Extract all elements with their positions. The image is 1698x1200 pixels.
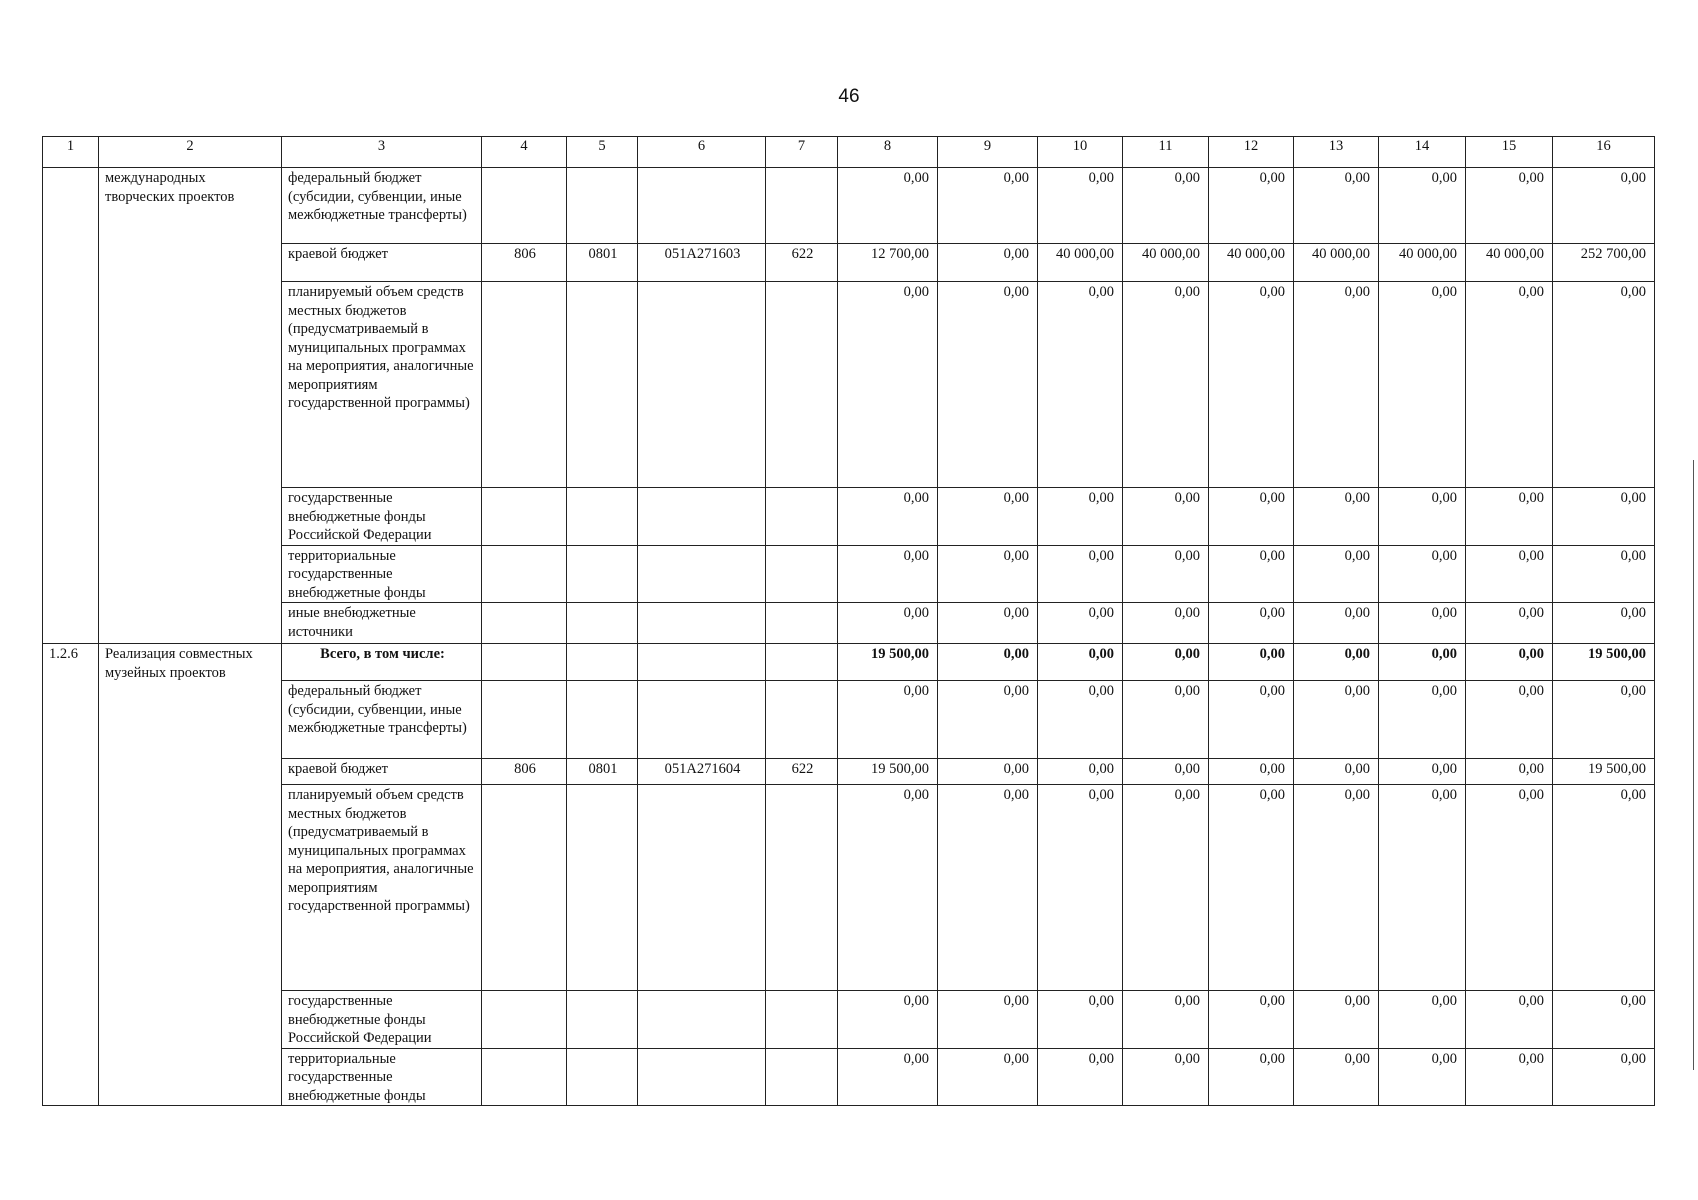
- total-amount-cell: 19 500,00: [838, 644, 938, 681]
- code-cell: [638, 488, 766, 546]
- amount-cell: 0,00: [838, 488, 938, 546]
- amount-cell: 0,00: [1209, 1048, 1294, 1106]
- amount-cell: 0,00: [1209, 785, 1294, 991]
- amount-cell: 0,00: [938, 603, 1038, 644]
- amount-cell: 0,00: [1123, 759, 1209, 785]
- amount-cell: 40 000,00: [1209, 244, 1294, 282]
- amount-cell: 0,00: [1379, 681, 1466, 759]
- amount-cell: 0,00: [1209, 603, 1294, 644]
- column-header: 2: [99, 137, 282, 168]
- funding-source-cell: территориальные государственные внебюджетные фонды: [282, 1048, 482, 1106]
- code-cell: [482, 1048, 567, 1106]
- amount-cell: 0,00: [1466, 282, 1553, 488]
- code-cell: [482, 545, 567, 603]
- table-row: [43, 545, 1655, 603]
- funding-source-cell: государственные внебюджетные фонды Российской Федерации: [282, 991, 482, 1049]
- amount-cell: 0,00: [838, 282, 938, 488]
- code-cell: [638, 681, 766, 759]
- amount-cell: 0,00: [838, 545, 938, 603]
- amount-cell: 0,00: [1038, 785, 1123, 991]
- amount-cell: 0,00: [1038, 168, 1123, 244]
- amount-cell: 0,00: [1038, 488, 1123, 546]
- amount-cell: 0,00: [1379, 759, 1466, 785]
- funding-source-cell: территориальные государственные внебюджетные фонды: [282, 545, 482, 603]
- column-header: 5: [567, 137, 638, 168]
- amount-cell: 0,00: [1466, 603, 1553, 644]
- code-cell: [482, 681, 567, 759]
- amount-cell: 0,00: [938, 991, 1038, 1049]
- amount-cell: 0,00: [1294, 759, 1379, 785]
- amount-cell: 0,00: [1294, 603, 1379, 644]
- table-row: [43, 244, 1655, 282]
- amount-cell: 0,00: [1379, 1048, 1466, 1106]
- amount-cell: 0,00: [1038, 545, 1123, 603]
- code-cell: [766, 545, 838, 603]
- table-row: [43, 282, 1655, 488]
- code-cell: [567, 681, 638, 759]
- code-cell: [638, 282, 766, 488]
- amount-cell: 0,00: [1209, 991, 1294, 1049]
- column-header: 15: [1466, 137, 1553, 168]
- table-row: [43, 681, 1655, 759]
- code-cell: [766, 785, 838, 991]
- column-header: 7: [766, 137, 838, 168]
- funding-source-cell: краевой бюджет: [282, 759, 482, 785]
- funding-source-cell: планируемый объем средств местных бюджетов (предусматриваемый в муниципальных программах на мероприятия, аналогичные мероприятиям государственной программы): [282, 785, 482, 991]
- amount-cell: 0,00: [1294, 488, 1379, 546]
- code-cell: [638, 545, 766, 603]
- total-row: [43, 644, 1655, 681]
- amount-cell: 0,00: [1209, 488, 1294, 546]
- column-header: 12: [1209, 137, 1294, 168]
- code-cell: [766, 282, 838, 488]
- total-amount-cell: 0,00: [1379, 644, 1466, 681]
- column-number-row: [43, 137, 1655, 168]
- amount-cell: 0,00: [1553, 168, 1655, 244]
- code-cell: 622: [766, 759, 838, 785]
- item-number-cell: 1.2.6: [43, 644, 99, 1106]
- amount-cell: 0,00: [1038, 282, 1123, 488]
- funding-source-cell: федеральный бюджет (субсидии, субвенции, иные межбюджетные трансферты): [282, 168, 482, 244]
- total-amount-cell: 0,00: [1038, 644, 1123, 681]
- amount-cell: 0,00: [838, 1048, 938, 1106]
- code-cell: [482, 991, 567, 1049]
- column-header: 11: [1123, 137, 1209, 168]
- code-cell: [482, 603, 567, 644]
- amount-cell: 0,00: [1209, 681, 1294, 759]
- amount-cell: 0,00: [1379, 488, 1466, 546]
- amount-cell: 0,00: [1379, 282, 1466, 488]
- code-cell: [766, 603, 838, 644]
- amount-cell: 12 700,00: [838, 244, 938, 282]
- amount-cell: 0,00: [1294, 681, 1379, 759]
- amount-cell: 0,00: [1466, 168, 1553, 244]
- column-header: 4: [482, 137, 567, 168]
- funding-source-cell: краевой бюджет: [282, 244, 482, 282]
- amount-cell: 0,00: [1466, 991, 1553, 1049]
- amount-cell: 19 500,00: [838, 759, 938, 785]
- table-row: [43, 785, 1655, 991]
- table-row: [43, 991, 1655, 1049]
- amount-cell: 0,00: [1466, 681, 1553, 759]
- code-cell: 0801: [567, 759, 638, 785]
- amount-cell: 0,00: [1038, 681, 1123, 759]
- amount-cell: 0,00: [1294, 785, 1379, 991]
- total-amount-cell: 0,00: [1123, 644, 1209, 681]
- funding-source-cell: федеральный бюджет (субсидии, субвенции, иные межбюджетные трансферты): [282, 681, 482, 759]
- amount-cell: 0,00: [938, 759, 1038, 785]
- total-amount-cell: 19 500,00: [1553, 644, 1655, 681]
- code-cell: [567, 545, 638, 603]
- amount-cell: 0,00: [1466, 488, 1553, 546]
- amount-cell: 0,00: [1209, 168, 1294, 244]
- code-cell: 806: [482, 759, 567, 785]
- amount-cell: 0,00: [1123, 168, 1209, 244]
- amount-cell: 0,00: [1553, 545, 1655, 603]
- column-header: 14: [1379, 137, 1466, 168]
- code-cell: [766, 991, 838, 1049]
- amount-cell: 0,00: [1123, 785, 1209, 991]
- amount-cell: 0,00: [1038, 759, 1123, 785]
- code-cell: 622: [766, 244, 838, 282]
- amount-cell: 0,00: [1294, 991, 1379, 1049]
- item-name-cell: международных творческих проектов: [99, 168, 282, 644]
- column-header: 6: [638, 137, 766, 168]
- amount-cell: 0,00: [938, 1048, 1038, 1106]
- column-header: 16: [1553, 137, 1655, 168]
- amount-cell: 0,00: [1379, 168, 1466, 244]
- total-amount-cell: 0,00: [1209, 644, 1294, 681]
- amount-cell: 0,00: [1294, 168, 1379, 244]
- table-row: [43, 603, 1655, 644]
- code-cell: [766, 488, 838, 546]
- amount-cell: 0,00: [1294, 282, 1379, 488]
- code-cell: [482, 488, 567, 546]
- code-cell: [567, 644, 638, 681]
- amount-cell: 0,00: [1294, 1048, 1379, 1106]
- amount-cell: 0,00: [1123, 603, 1209, 644]
- code-cell: [567, 282, 638, 488]
- amount-cell: 0,00: [938, 282, 1038, 488]
- amount-cell: 0,00: [938, 681, 1038, 759]
- code-cell: [567, 1048, 638, 1106]
- total-amount-cell: 0,00: [1466, 644, 1553, 681]
- amount-cell: 0,00: [1123, 545, 1209, 603]
- item-number-cell: [43, 168, 99, 644]
- amount-cell: 0,00: [838, 991, 938, 1049]
- code-cell: [638, 785, 766, 991]
- amount-cell: 0,00: [1553, 991, 1655, 1049]
- column-header: 13: [1294, 137, 1379, 168]
- amount-cell: 0,00: [1379, 785, 1466, 991]
- amount-cell: 0,00: [938, 244, 1038, 282]
- amount-cell: 0,00: [1038, 991, 1123, 1049]
- item-name-cell: Реализация совместных музейных проектов: [99, 644, 282, 1106]
- amount-cell: 0,00: [1209, 545, 1294, 603]
- table-row: [43, 488, 1655, 546]
- code-cell: [638, 1048, 766, 1106]
- table-row: [43, 1048, 1655, 1106]
- table-row: [43, 168, 1655, 244]
- funding-source-cell: планируемый объем средств местных бюджетов (предусматриваемый в муниципальных программах на мероприятия, аналогичные мероприятиям государственной программы): [282, 282, 482, 488]
- amount-cell: 0,00: [1553, 603, 1655, 644]
- amount-cell: 0,00: [1466, 785, 1553, 991]
- amount-cell: 252 700,00: [1553, 244, 1655, 282]
- code-cell: [482, 785, 567, 991]
- amount-cell: 40 000,00: [1379, 244, 1466, 282]
- code-cell: 051А271603: [638, 244, 766, 282]
- amount-cell: 0,00: [938, 168, 1038, 244]
- code-cell: [766, 168, 838, 244]
- amount-cell: 0,00: [1123, 991, 1209, 1049]
- code-cell: [482, 644, 567, 681]
- column-header: 9: [938, 137, 1038, 168]
- budget-table: [42, 136, 1655, 1106]
- amount-cell: 0,00: [1553, 282, 1655, 488]
- amount-cell: 40 000,00: [1294, 244, 1379, 282]
- total-label-cell: Всего, в том числе:: [282, 644, 482, 681]
- code-cell: [766, 1048, 838, 1106]
- amount-cell: 0,00: [1553, 785, 1655, 991]
- amount-cell: 0,00: [1553, 1048, 1655, 1106]
- code-cell: [567, 488, 638, 546]
- table-row: [43, 759, 1655, 785]
- amount-cell: 0,00: [938, 545, 1038, 603]
- total-amount-cell: 0,00: [938, 644, 1038, 681]
- amount-cell: 40 000,00: [1123, 244, 1209, 282]
- amount-cell: 0,00: [1379, 603, 1466, 644]
- code-cell: [482, 282, 567, 488]
- amount-cell: 0,00: [1553, 681, 1655, 759]
- code-cell: [567, 168, 638, 244]
- amount-cell: 0,00: [838, 785, 938, 991]
- scan-edge-line: [1693, 460, 1694, 1070]
- amount-cell: 0,00: [838, 603, 938, 644]
- funding-source-cell: иные внебюджетные источники: [282, 603, 482, 644]
- amount-cell: 0,00: [1123, 1048, 1209, 1106]
- code-cell: [638, 991, 766, 1049]
- column-header: 10: [1038, 137, 1123, 168]
- code-cell: [638, 644, 766, 681]
- total-amount-cell: 0,00: [1294, 644, 1379, 681]
- page-number: 46: [838, 86, 860, 107]
- code-cell: 806: [482, 244, 567, 282]
- column-header: 3: [282, 137, 482, 168]
- amount-cell: 0,00: [1466, 759, 1553, 785]
- amount-cell: 0,00: [1209, 282, 1294, 488]
- amount-cell: 0,00: [1038, 603, 1123, 644]
- amount-cell: 40 000,00: [1038, 244, 1123, 282]
- amount-cell: 0,00: [838, 168, 938, 244]
- code-cell: [567, 785, 638, 991]
- amount-cell: 0,00: [938, 785, 1038, 991]
- code-cell: [638, 603, 766, 644]
- amount-cell: 0,00: [838, 681, 938, 759]
- amount-cell: 0,00: [1294, 545, 1379, 603]
- amount-cell: 40 000,00: [1466, 244, 1553, 282]
- amount-cell: 0,00: [1379, 545, 1466, 603]
- code-cell: [766, 681, 838, 759]
- amount-cell: 0,00: [1123, 282, 1209, 488]
- code-cell: [567, 603, 638, 644]
- amount-cell: 0,00: [1379, 991, 1466, 1049]
- code-cell: 051А271604: [638, 759, 766, 785]
- amount-cell: 0,00: [1466, 1048, 1553, 1106]
- column-header: 8: [838, 137, 938, 168]
- code-cell: [567, 991, 638, 1049]
- amount-cell: 0,00: [1466, 545, 1553, 603]
- code-cell: [766, 644, 838, 681]
- amount-cell: 0,00: [1553, 488, 1655, 546]
- amount-cell: 0,00: [1123, 681, 1209, 759]
- code-cell: [638, 168, 766, 244]
- code-cell: 0801: [567, 244, 638, 282]
- amount-cell: 0,00: [1123, 488, 1209, 546]
- funding-source-cell: государственные внебюджетные фонды Российской Федерации: [282, 488, 482, 546]
- column-header: 1: [43, 137, 99, 168]
- amount-cell: 0,00: [1038, 1048, 1123, 1106]
- code-cell: [482, 168, 567, 244]
- amount-cell: 19 500,00: [1553, 759, 1655, 785]
- amount-cell: 0,00: [938, 488, 1038, 546]
- amount-cell: 0,00: [1209, 759, 1294, 785]
